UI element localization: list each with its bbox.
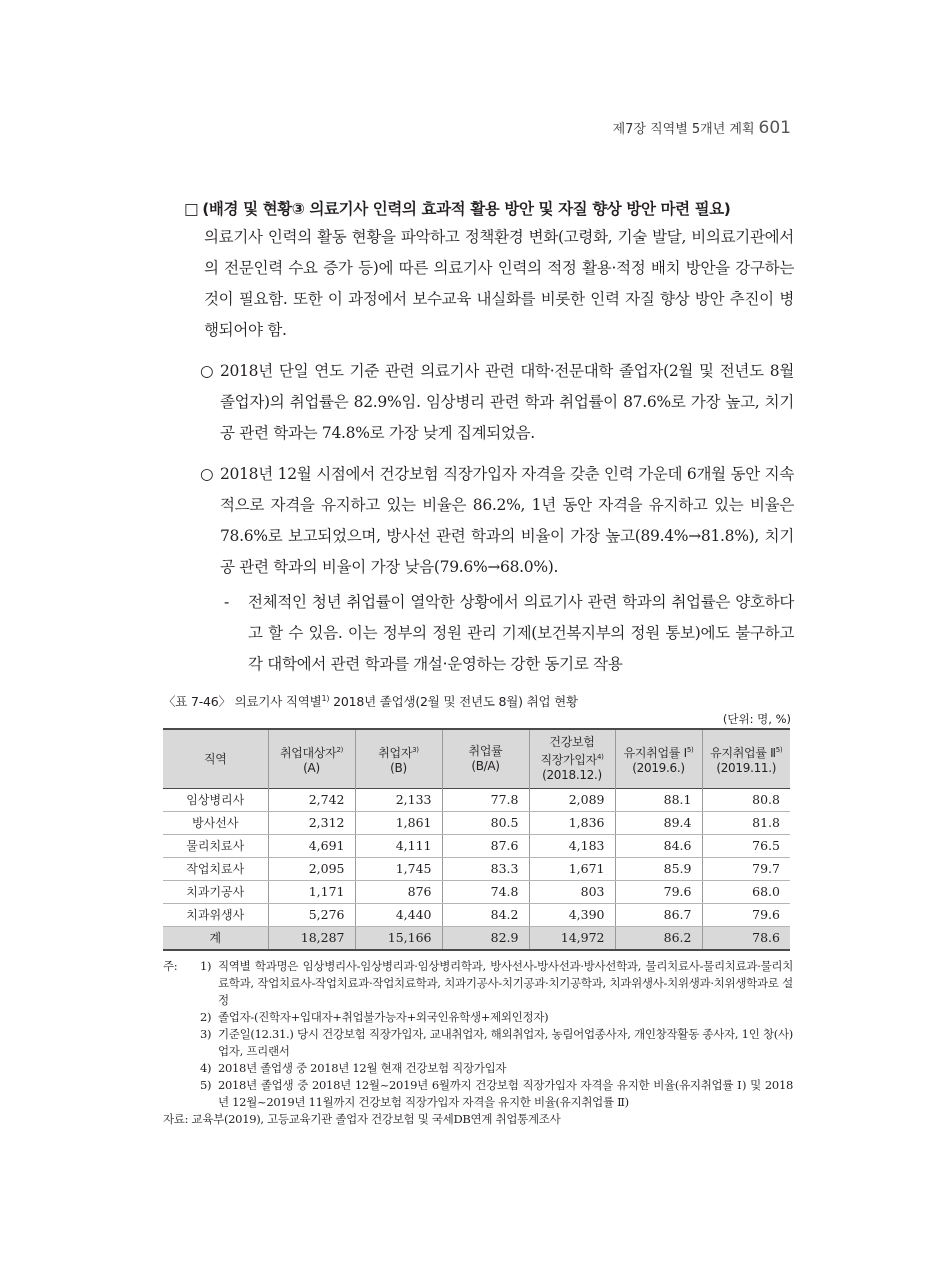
table-row bbox=[163, 835, 790, 858]
bullet-item bbox=[200, 459, 794, 583]
cell-rate: 82.9 bbox=[442, 927, 529, 951]
cell-employed: 2,133 bbox=[355, 789, 442, 812]
cell-target: 5,276 bbox=[268, 904, 355, 927]
caption-text: 〈표 7-46〉 의료기사 직역별 bbox=[163, 694, 322, 709]
checkbox-mark: □ bbox=[184, 200, 199, 218]
cell-region: 물리치료사 bbox=[163, 835, 268, 858]
cell-insured: 1,671 bbox=[529, 858, 615, 881]
bullet-text: 2018년 단일 연도 기준 관련 의료기사 관련 대학·전문대학 졸업자(2월 및 전년도 8월 졸업자)의 취업률은 82.9%임. 임상병리 관련 학과 취업률이 87.6%로 가장 높고, 치기공 관련 학과는 74.8%로 가장 낮게 집계되었음. bbox=[220, 362, 794, 442]
cell-rate: 83.3 bbox=[442, 858, 529, 881]
circle-bullet-mark: ○ bbox=[200, 465, 214, 483]
cell-target: 4,691 bbox=[268, 835, 355, 858]
cell-rate: 80.5 bbox=[442, 812, 529, 835]
header-retention-2: 유지취업률 Ⅱ$^{5)}$ (2019.11.) bbox=[702, 729, 790, 789]
table-total-row bbox=[163, 927, 790, 951]
cell-target: 2,742 bbox=[268, 789, 355, 812]
cell-target: 18,287 bbox=[268, 927, 355, 951]
circle-bullet-mark: ○ bbox=[200, 362, 214, 380]
table-notes bbox=[163, 958, 793, 1128]
bullet-text: 2018년 12월 시점에서 건강보험 직장가입자 자격을 갖춘 인력 가운데 6개월 동안 지속적으로 자격을 유지하고 있는 비율은 86.2%, 1년 동안 자격을 유지하고 있는 비율은 78.6%로 보고되었으며, 방사선 관련 학과의 비율이 가장 높고(89.4%→81.8%), 치기공 관련 학과의 비율이 가장 낮음(79.6%→68.0%). bbox=[220, 465, 794, 576]
cell-retention-1: 88.1 bbox=[615, 789, 702, 812]
table-row bbox=[163, 904, 790, 927]
note-number: 5) bbox=[200, 1078, 212, 1092]
notes-lead: 주: bbox=[163, 959, 178, 973]
cell-retention-2: 68.0 bbox=[702, 881, 790, 904]
cell-insured: 4,183 bbox=[529, 835, 615, 858]
cell-rate: 77.8 bbox=[442, 789, 529, 812]
note-text: 기준일(12.31.) 당시 건강보험 직장가입자, 교내취업자, 해외취업자, 농림어업종사자, 개인창작활동 종사자, 1인 창(사)업자, 프리랜서 bbox=[218, 1027, 793, 1058]
header-region: 직역 bbox=[163, 729, 268, 789]
intro-paragraph: 의료기사 인력의 활동 현황을 파악하고 정책환경 변화(고령화, 기술 발달, 비의료기관에서의 전문인력 수요 증가 등)에 따른 의료기사 인력의 적정 활용·적정 배치 방안을 강구하는 것이 필요함. 또한 이 과정에서 보수교육 내실화를 비롯한 인력 자질 향상 방안 추진이 병행되어야 함. bbox=[204, 228, 794, 339]
chapter-title: 제7장 직역별 5개년 계획 bbox=[612, 122, 755, 137]
header-employed: 취업자$^{3)}$ (B) bbox=[355, 729, 442, 789]
note-item bbox=[163, 1060, 793, 1077]
note-number: 3) bbox=[200, 1027, 212, 1041]
table-row bbox=[163, 858, 790, 881]
cell-region: 치과위생사 bbox=[163, 904, 268, 927]
table-row bbox=[163, 881, 790, 904]
note-item bbox=[163, 1009, 793, 1026]
note-number: 1) bbox=[200, 959, 212, 973]
cell-retention-2: 76.5 bbox=[702, 835, 790, 858]
caption-footnote-ref: 1) bbox=[321, 693, 330, 703]
bullet-item bbox=[200, 356, 794, 449]
cell-employed: 1,745 bbox=[355, 858, 442, 881]
cell-region: 방사선사 bbox=[163, 812, 268, 835]
cell-rate: 84.2 bbox=[442, 904, 529, 927]
page-header bbox=[613, 118, 791, 138]
cell-retention-1: 79.6 bbox=[615, 881, 702, 904]
table-row bbox=[163, 812, 790, 835]
cell-target: 2,095 bbox=[268, 858, 355, 881]
header-target: 취업대상자$^{2)}$ (A) bbox=[268, 729, 355, 789]
cell-region: 계 bbox=[163, 927, 268, 951]
note-item bbox=[163, 958, 793, 1009]
cell-target: 2,312 bbox=[268, 812, 355, 835]
cell-insured: 14,972 bbox=[529, 927, 615, 951]
page-number: 601 bbox=[758, 118, 791, 138]
cell-employed: 876 bbox=[355, 881, 442, 904]
note-text: 2018년 졸업생 중 2018년 12월~2019년 6월까지 건강보험 직장가입자 자격을 유지한 비율(유지취업률 Ⅰ) 및 2018년 12월~2019년 11월까지 건강보험 직장가입자 자격을 유지한 비율(유지취업률 Ⅱ) bbox=[218, 1078, 793, 1109]
cell-retention-1: 89.4 bbox=[615, 812, 702, 835]
note-text: 직역별 학과명은 임상병리사-임상병리과·임상병리학과, 방사선사-방사선과·방사선학과, 물리치료사-물리치료과·물리치료학과, 작업치료사-작업치료과·작업치료학과, 치과기공사-치기공과·치기공학과, 치과위생사-치위생과·치위생학과로 설정 bbox=[218, 959, 793, 1007]
cell-employed: 15,166 bbox=[355, 927, 442, 951]
header-retention-1: 유지취업률 Ⅰ$^{5)}$ (2019.6.) bbox=[615, 729, 702, 789]
cell-employed: 4,111 bbox=[355, 835, 442, 858]
cell-rate: 87.6 bbox=[442, 835, 529, 858]
header-insured: 건강보험 직장가입자$^{4)}$ (2018.12.) bbox=[529, 729, 615, 789]
header-rate: 취업률 (B/A) bbox=[442, 729, 529, 789]
cell-retention-2: 78.6 bbox=[702, 927, 790, 951]
note-number: 2) bbox=[200, 1010, 212, 1024]
cell-rate: 74.8 bbox=[442, 881, 529, 904]
cell-insured: 1,836 bbox=[529, 812, 615, 835]
caption-text-rest: 2018년 졸업생(2월 및 전년도 8월) 취업 현황 bbox=[329, 694, 578, 709]
cell-retention-1: 86.7 bbox=[615, 904, 702, 927]
cell-employed: 1,861 bbox=[355, 812, 442, 835]
note-text: 졸업자-(진학자+입대자+취업불가능자+외국인유학생+제외인정자) bbox=[218, 1010, 549, 1024]
cell-region: 치과기공사 bbox=[163, 881, 268, 904]
table-unit: (단위: 명, %) bbox=[722, 712, 791, 726]
table-header-row bbox=[163, 729, 790, 789]
source-line: 자료: 교육부(2019), 고등교육기관 졸업자 건강보험 및 국세DB연계 취업통계조사 bbox=[163, 1112, 561, 1126]
cell-retention-1: 85.9 bbox=[615, 858, 702, 881]
cell-insured: 2,089 bbox=[529, 789, 615, 812]
cell-retention-2: 81.8 bbox=[702, 812, 790, 835]
note-item bbox=[163, 1077, 793, 1111]
background-section bbox=[184, 196, 794, 680]
note-number: 4) bbox=[200, 1061, 212, 1075]
dash-mark: - bbox=[224, 593, 229, 611]
employment-table bbox=[163, 728, 790, 951]
cell-target: 1,171 bbox=[268, 881, 355, 904]
note-text: 2018년 졸업생 중 2018년 12월 현재 건강보험 직장가입자 bbox=[218, 1061, 507, 1075]
dash-item bbox=[224, 587, 794, 680]
cell-retention-1: 86.2 bbox=[615, 927, 702, 951]
table-caption bbox=[163, 692, 578, 710]
cell-insured: 4,390 bbox=[529, 904, 615, 927]
cell-insured: 803 bbox=[529, 881, 615, 904]
cell-retention-1: 84.6 bbox=[615, 835, 702, 858]
cell-retention-2: 80.8 bbox=[702, 789, 790, 812]
cell-employed: 4,440 bbox=[355, 904, 442, 927]
table-row bbox=[163, 789, 790, 812]
cell-region: 작업치료사 bbox=[163, 858, 268, 881]
cell-region: 임상병리사 bbox=[163, 789, 268, 812]
section-title-text: (배경 및 현황③ 의료기사 인력의 효과적 활용 방안 및 자질 향상 방안 마련 필요) bbox=[202, 200, 731, 218]
section-title bbox=[184, 196, 794, 222]
dash-text: 전체적인 청년 취업률이 열악한 상황에서 의료기사 관련 학과의 취업률은 양호하다고 할 수 있음. 이는 정부의 정원 관리 기제(보건복지부의 정원 통보)에도 불구하고 각 대학에서 관련 학과를 개설·운영하는 강한 동기로 작용 bbox=[248, 593, 794, 673]
note-item bbox=[163, 1026, 793, 1060]
cell-retention-2: 79.7 bbox=[702, 858, 790, 881]
cell-retention-2: 79.6 bbox=[702, 904, 790, 927]
